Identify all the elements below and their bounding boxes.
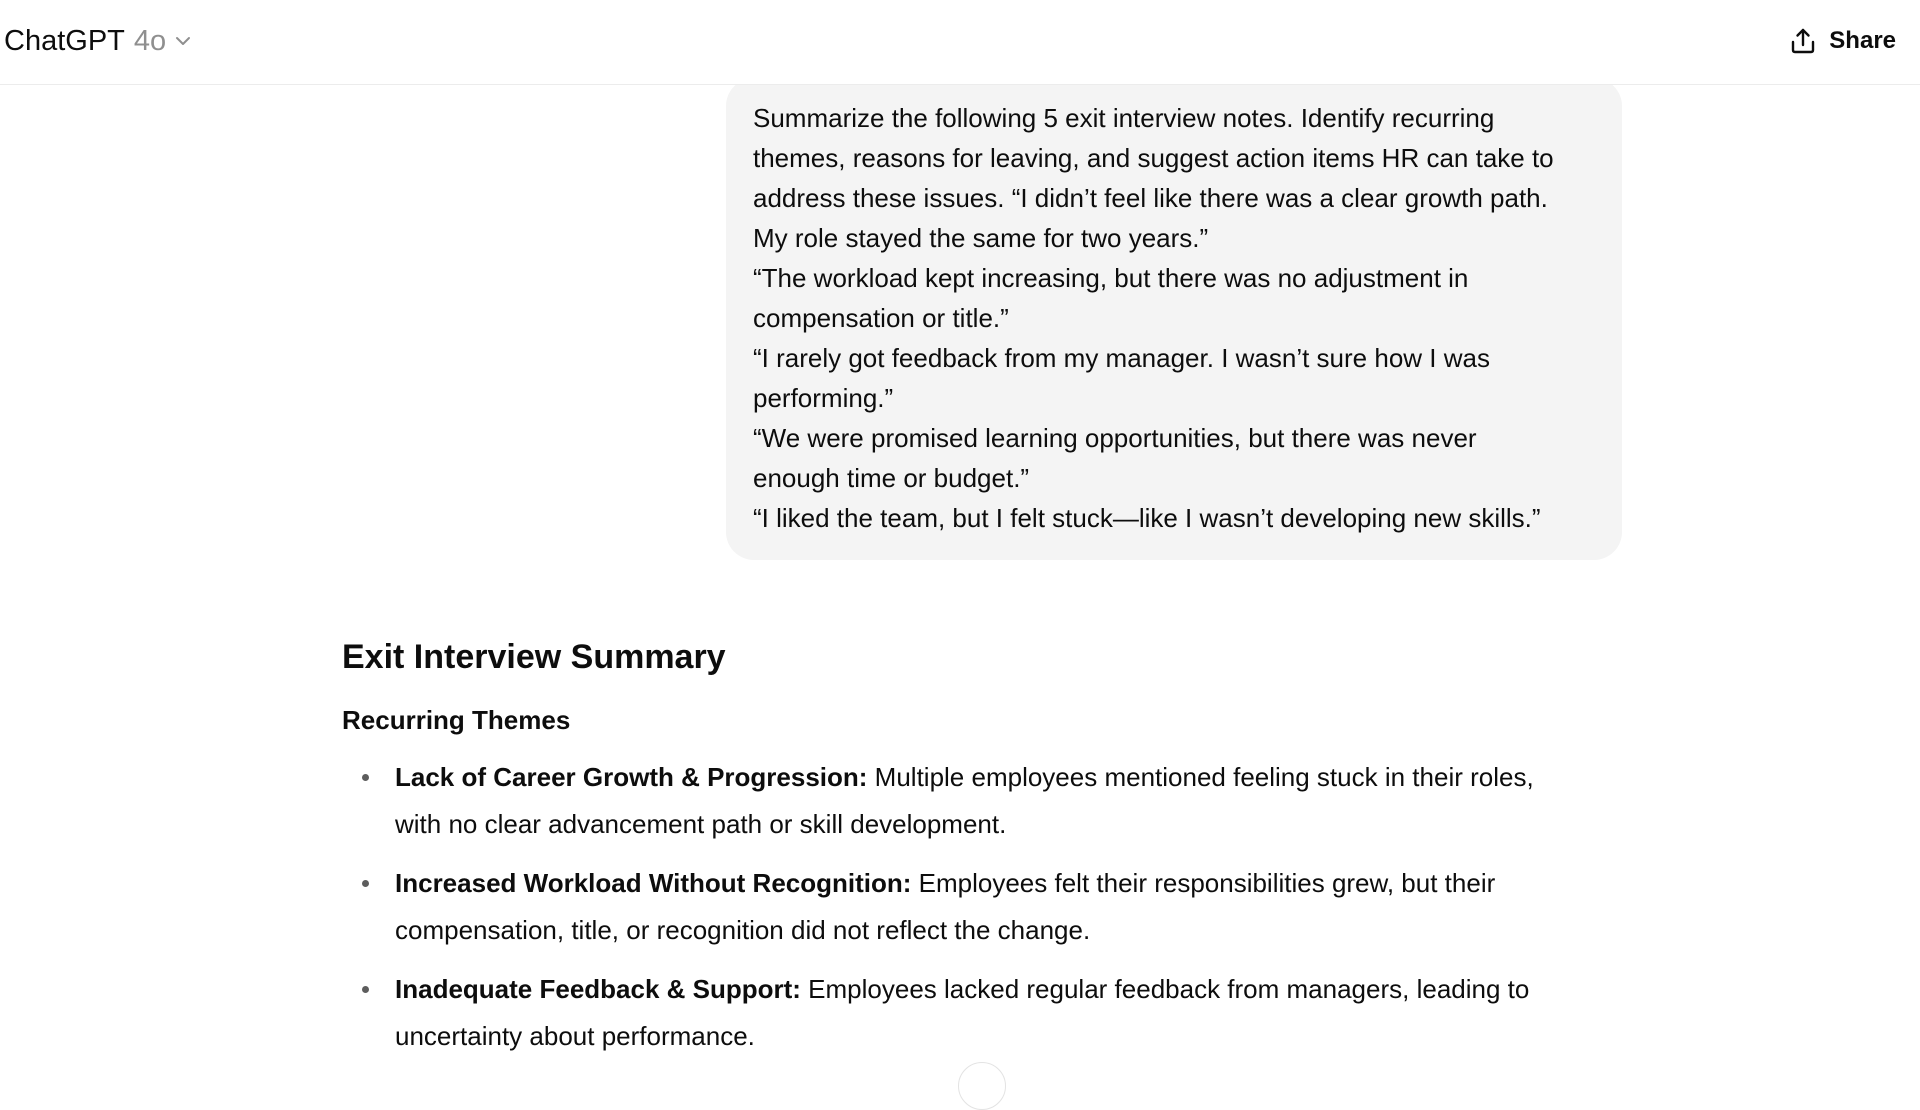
user-message-bubble <box>726 78 1622 560</box>
user-message-line: enough time or budget.” <box>753 463 1030 493</box>
model-version: 4o <box>133 24 167 57</box>
theme-line <box>395 860 1622 907</box>
user-message-line: performing.” <box>753 383 894 413</box>
theme-text: Multiple employees mentioned feeling stuck in their roles, <box>867 762 1534 792</box>
user-message-line: “I liked the team, but I felt stuck—like I wasn’t developing new skills.” <box>753 503 1541 533</box>
theme-text-continued: with no clear advancement path or skill development. <box>395 809 1007 839</box>
theme-text: Employees felt their responsibilities grew, but their <box>911 868 1496 898</box>
bullet-icon <box>362 986 369 993</box>
section-heading: Recurring Themes <box>342 705 571 735</box>
assistant-response <box>342 630 1622 1072</box>
user-message-line: “The workload kept increasing, but there was no adjustment in <box>753 263 1469 293</box>
list-item <box>342 860 1622 954</box>
top-bar <box>0 0 1920 85</box>
user-message-line: “I rarely got feedback from my manager. I wasn’t sure how I was <box>753 343 1490 373</box>
list-item <box>342 754 1622 848</box>
user-message-line: compensation or title.” <box>753 303 1009 333</box>
theme-label: Increased Workload Without Recognition: <box>395 868 912 898</box>
chevron-down-icon <box>174 32 192 50</box>
share-icon <box>1789 27 1817 55</box>
model-selector-button[interactable] <box>4 18 192 64</box>
themes-list <box>342 754 1622 1060</box>
user-message-line: My role stayed the same for two years.” <box>753 223 1209 253</box>
user-message-line: Summarize the following 5 exit interview notes. Identify recurring <box>753 103 1495 133</box>
user-message-line: address these issues. “I didn’t feel like there was a clear growth path. <box>753 183 1548 213</box>
theme-text: Employees lacked regular feedback from managers, leading to <box>800 974 1530 1004</box>
app-name: ChatGPT <box>4 24 125 57</box>
user-message-line: themes, reasons for leaving, and suggest action items HR can take to <box>753 143 1554 173</box>
theme-text-continued: uncertainty about performance. <box>395 1021 755 1051</box>
bullet-icon <box>362 880 369 887</box>
list-item <box>342 966 1622 1060</box>
share-button[interactable] <box>1789 20 1896 62</box>
theme-label: Inadequate Feedback & Support: <box>395 974 801 1004</box>
theme-text-continued: compensation, title, or recognition did not reflect the change. <box>395 915 1091 945</box>
theme-label: Lack of Career Growth & Progression: <box>395 762 868 792</box>
scroll-down-button[interactable] <box>958 1062 1006 1110</box>
theme-line <box>395 754 1622 801</box>
theme-line <box>395 966 1622 1013</box>
user-message-line: “We were promised learning opportunities, but there was never <box>753 423 1477 453</box>
response-title: Exit Interview Summary <box>342 638 726 676</box>
share-label: Share <box>1829 27 1896 54</box>
bullet-icon <box>362 774 369 781</box>
